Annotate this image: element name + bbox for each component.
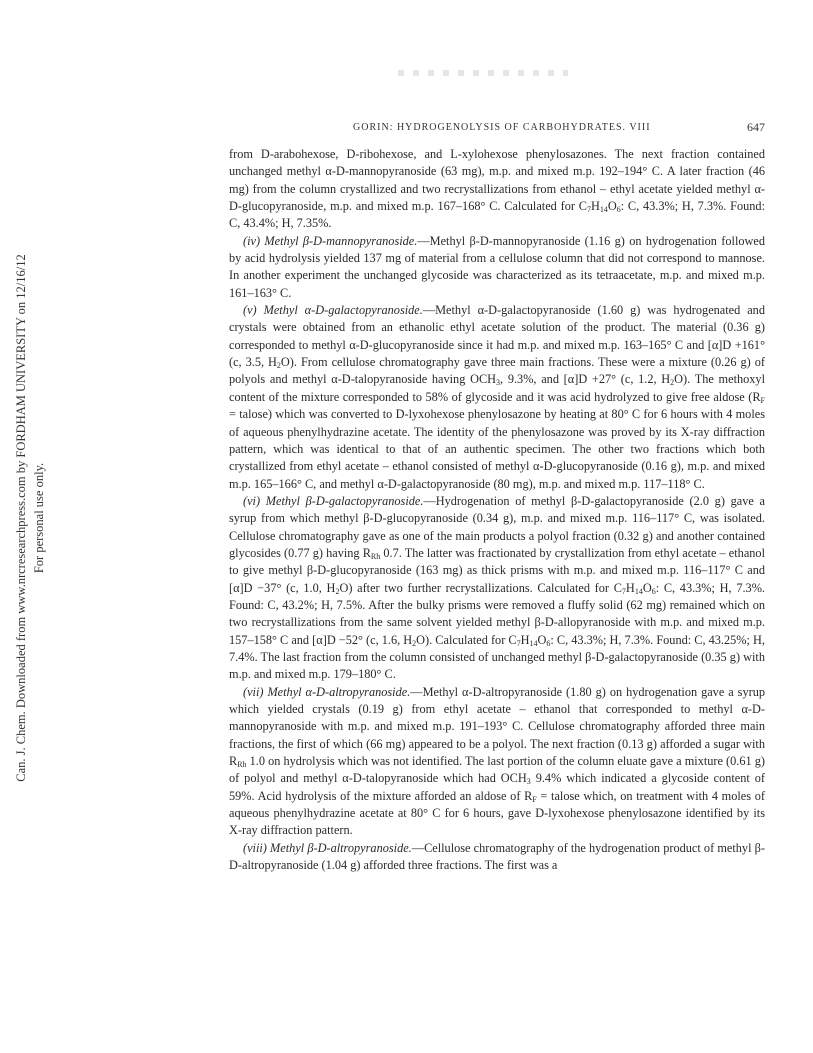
text-run: O). Calculated for C	[416, 632, 517, 647]
text-run: 0.7. The latter was fractionated by crystallization from ethyl acetate – ethanol to give methyl β-	[229, 545, 765, 578]
subscript: 14	[599, 205, 608, 215]
small-caps-d: D	[722, 337, 732, 352]
text-run: -glucopyranoside, m.p. and mixed m.p. 167–168° C. Calculated for C	[237, 199, 587, 214]
small-caps-d: D	[229, 199, 238, 214]
text-run: -glucopyranoside (0.34 g), m.p. and mixed m.p. 116–117° C, was isolated. Cellulose chromatography gave as one of the main products a polyol fraction (0.32 g) and another contained glycosides (0.77 g) having R	[229, 511, 765, 560]
small-caps-d: D	[346, 147, 356, 161]
section-heading	[243, 494, 423, 508]
text-run: -altropyranoside (1.80 g) on hydrogenation gave a syrup which yielded crystals (0.19 g) from ethyl acetate – ethanol that corresponded to methyl α-	[229, 684, 765, 716]
text-run: —Methyl α-	[422, 303, 489, 318]
small-caps-d: D	[472, 684, 482, 699]
small-caps-d: D	[543, 459, 553, 474]
article-body	[229, 146, 765, 874]
heading-run: -galactopyranoside.	[324, 303, 423, 318]
subscript: 2	[412, 638, 417, 648]
heading-run: -galactopyranoside.	[324, 493, 424, 508]
section-heading	[243, 841, 412, 855]
text-run: -mannopyranoside with m.p. and mixed m.p. 191–193° C. Cellulose chromatography afforded three main fractions, the first of which (66 mg) appeared to be a polyol. The next fraction (0.13 g) afforded a sugar with R	[229, 702, 765, 769]
small-caps-d: D	[335, 164, 345, 179]
small-caps-d: D	[488, 303, 498, 318]
text-run: : C, 43.3%; H, 7.3%. Found: C, 43.4%; H, 7.35%.	[229, 199, 765, 231]
heading-run: -altropyranoside.	[326, 840, 412, 855]
text-run: -lyxohexose phenylosazone by heating at 80° C for 6 hours with 4 moles of aqueous phenylhydrazine acetate. The identity of the phenylosazone was proved by its X-ray diffraction pattern, which was identical to that of an authentic specimen. The other two fractions which both crystallized from ethyl acetate – ethanol consisted of methyl α-	[229, 407, 765, 474]
download-stamp-line-1: Can. J. Chem. Downloaded from www.nrcresearchpress.com by FORDHAM UNIVERSITY on 12/16/12	[14, 254, 28, 782]
section-heading	[243, 234, 417, 248]
small-caps-d: D	[326, 632, 336, 647]
heading-run: -altropyranoside.	[325, 684, 411, 699]
text-run: −37° (c, 1.0, H	[252, 580, 336, 595]
text-run: —Methyl β-	[417, 233, 480, 248]
paragraph	[229, 233, 765, 302]
text-run: -galactopyranoside (0.35 g) with m.p. and mixed m.p. 179–180° C.	[229, 649, 765, 682]
text-run: = talose which, on treatment with 4 moles of aqueous phenylhydrazine acetate at 80° C for 6 hours, gave	[229, 788, 765, 821]
heading-run: D	[317, 840, 327, 855]
text-run: O	[537, 632, 547, 647]
text-run: +27° (c, 1.2, H	[587, 372, 671, 387]
heading-run: D	[313, 233, 323, 248]
subscript: 7	[621, 586, 626, 596]
subscript: 2	[276, 361, 281, 371]
subscript: 2	[335, 586, 340, 596]
page-number: 647	[747, 120, 765, 134]
text-run: H	[520, 632, 530, 647]
small-caps-d: D	[395, 407, 405, 422]
small-caps-d: D	[229, 858, 238, 873]
text-run: -glucopyranoside (163 mg) as thick prisms with m.p. and mixed m.p. 116–117° C and [α]	[229, 563, 765, 595]
text-run: -galactopyranoside (1.60 g) was hydrogenated and crystals were obtained from an ethanolic ethyl acetate solution of the product. The material (0.36 g) corresponded to methyl α-	[229, 303, 765, 352]
text-run: H	[590, 199, 600, 214]
subscript: 3	[526, 777, 531, 787]
text-run: : C, 43.3%; H, 7.3%. Found: C, 43.25%; H, 7.4%. The last fraction from the column consisted of unchanged methyl β-	[229, 632, 765, 664]
text-run: —Methyl α-	[410, 684, 473, 699]
small-caps-d: D	[341, 372, 351, 387]
text-run: -talopyranoside which had OCH	[361, 771, 527, 786]
text-run: O). From cellulose chromatography gave three main fractions. These were a mixture (0.26 g) of polyols and methyl α-	[229, 355, 765, 387]
heading-run: (v) Methyl α-	[243, 303, 316, 318]
heading-run: D	[315, 493, 325, 508]
subscript: 2	[670, 378, 675, 388]
text-run: —Cellulose chromatography of the hydrogenation product of methyl β-	[411, 840, 765, 855]
small-caps-d: D	[359, 337, 369, 352]
section-heading	[243, 685, 410, 699]
subscript: Rh	[370, 551, 381, 561]
heading-run: (vi) Methyl β-	[243, 493, 316, 508]
paragraph	[229, 684, 765, 840]
subscript: 7	[516, 638, 521, 648]
heading-run: (vii) Methyl α-	[243, 684, 317, 699]
small-caps-d: D	[581, 493, 591, 508]
text-run: from	[229, 147, 261, 161]
text-run: —Hydrogenation of methyl β-	[423, 493, 582, 508]
text-run: -mannopyranoside (63 mg), m.p. and mixed m.p. 192–194° C. A later fraction (46 mg) from the column crystallized and two recrystallizations from ethanol – ethyl acetate yielded methyl α-	[229, 164, 766, 196]
small-caps-d: D	[578, 372, 588, 387]
small-caps-d: D	[595, 649, 605, 664]
subscript: 7	[586, 205, 591, 215]
text-run: , 9.3%, and [α]	[500, 372, 579, 387]
subscript: 14	[529, 638, 538, 648]
subscript: 6	[546, 638, 551, 648]
subscript: 14	[634, 586, 643, 596]
text-run: -xylohexose phenylosazones. The next fraction contained unchanged methyl α-	[229, 147, 765, 179]
text-run: -glucopyranoside (0.16 g), m.p. and mixed m.p. 165–166° C, and methyl α-	[229, 459, 766, 491]
text-run: -galactopyranoside (2.0 g) gave a syrup from which methyl β-	[229, 493, 766, 526]
subscript: 6	[616, 205, 621, 215]
text-run: O	[607, 199, 617, 214]
small-caps-d: L	[450, 147, 458, 161]
running-header	[229, 120, 765, 138]
heading-run: (iv) Methyl β-	[243, 233, 314, 248]
small-caps-d: D	[752, 702, 761, 716]
small-caps-d: D	[535, 806, 545, 821]
text-run: O). The methoxyl content of the mixture corresponded to 58% of glycoside and it was acid hydrolyzed to give free aldose (R	[229, 372, 765, 404]
text-run: -galactopyranoside (80 mg), m.p. and mixed m.p. 117–118° C.	[396, 476, 705, 491]
heading-run: D	[315, 303, 325, 318]
text-run: -allopyranoside with m.p. and mixed m.p. 157–158° C and [α]	[229, 615, 765, 647]
paragraph	[229, 146, 765, 233]
subscript: F	[532, 794, 537, 804]
small-caps-d: D	[544, 615, 554, 630]
text-run: : C, 43.3%; H, 7.3%. Found: C, 43.2%; H, 7.5%. After the bulky prisms were removed a fluffy solid (62 mg) remained which on two recrystallizations from the same solvent yielded methyl β-	[229, 580, 766, 630]
download-stamp-line-2: For personal use only.	[32, 462, 46, 574]
heading-run: -mannopyranoside.	[322, 233, 418, 248]
running-title: GORIN: HYDROGENOLYSIS OF CARBOHYDRATES. VIII	[353, 122, 651, 133]
subscript: Rh	[237, 760, 247, 770]
heading-run: (viii) Methyl β-	[243, 840, 318, 855]
paragraph	[229, 840, 765, 875]
small-caps-d: D	[352, 771, 362, 786]
paragraph	[229, 302, 765, 493]
text-run: H	[625, 580, 635, 595]
text-run: −52° (c, 1.6, H	[335, 632, 413, 647]
text-run: +161° (c, 3.5, H	[229, 337, 765, 370]
section-heading	[243, 303, 423, 317]
text-run: -lyxohexose phenylosazone identified by its X-ray diffraction pattern.	[229, 806, 765, 838]
subscript: 6	[651, 586, 656, 596]
small-caps-d: D	[243, 580, 253, 595]
text-run: -arabohexose,	[269, 147, 347, 161]
small-caps-d: D	[387, 476, 397, 491]
text-run: O	[642, 580, 652, 595]
subscript: F	[760, 395, 765, 405]
small-caps-d: D	[479, 233, 489, 248]
subscript: 3	[496, 378, 501, 388]
text-run: O) after two further recrystallizations. Calculated for C	[339, 580, 622, 595]
text-run: -altropyranoside (1.04 g) afforded three fractions. The first was a	[237, 858, 558, 873]
heading-run: D	[316, 684, 325, 699]
small-caps-d: D	[373, 511, 383, 526]
small-caps-d: D	[317, 563, 327, 578]
text-run: -mannopyranoside (1.16 g) on hydrogenation followed by acid hydrolysis yielded 137 mg of material from a cellulose column that did not correspond to mannose. In another experiment the unchanged glycoside was characterized as its tetraacetate, m.p. and mixed m.p. 161–163° C.	[229, 233, 766, 300]
text-run: 1.0 on hydrolysis which was not identified. The last portion of the column eluate gave a mixture (0.61 g) of polyol and methyl α-	[229, 754, 765, 786]
text-run: -ribohexose, and	[355, 147, 451, 161]
paragraph	[229, 493, 765, 684]
text-run: -glucopyranoside since it had m.p. and mixed m.p. 163–165° C and [α]	[368, 337, 723, 352]
download-stamp	[12, 208, 52, 828]
text-run: 9.4% which indicated a glycoside content of 59%. Acid hydrolysis of the mixture afforded an aldose of R	[229, 771, 766, 803]
text-run: -talopyranoside having OCH	[350, 372, 497, 387]
text-run: = talose) which was converted to	[229, 407, 396, 422]
small-caps-d: D	[260, 147, 270, 161]
scan-artifact	[398, 70, 568, 76]
